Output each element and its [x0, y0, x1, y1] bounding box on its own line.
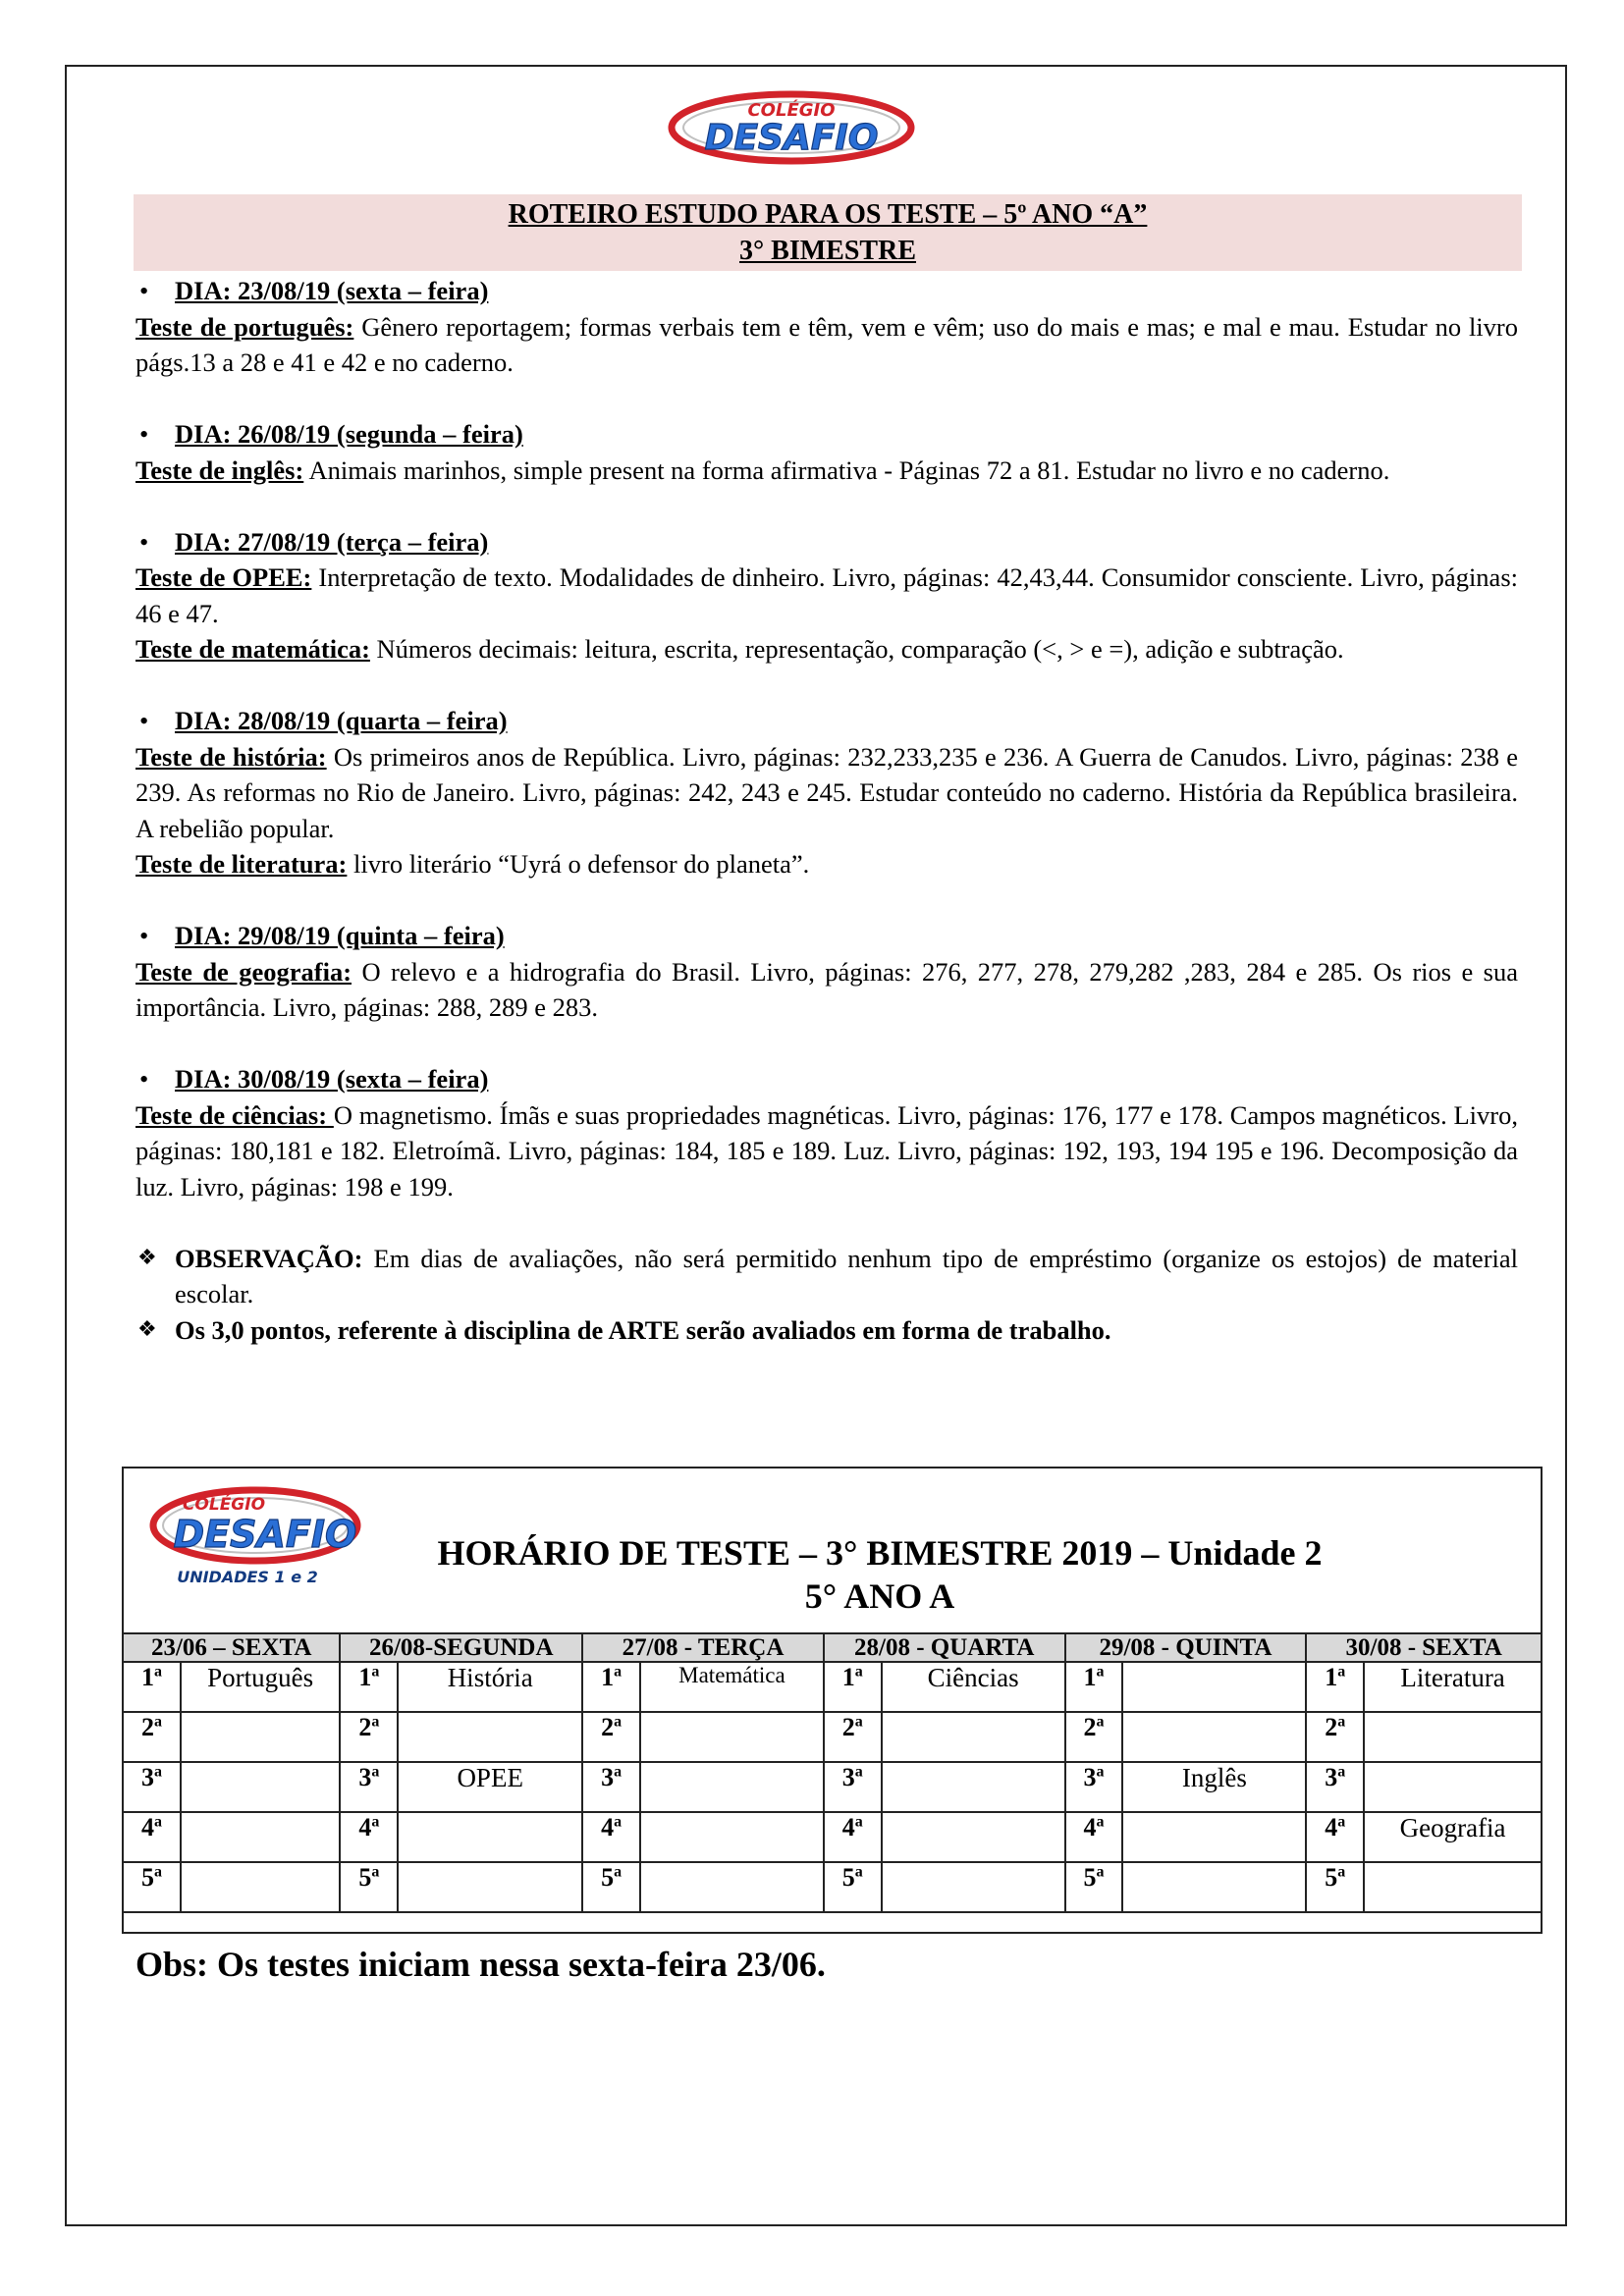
test-entry	[135, 954, 1518, 1026]
period-number: 2$^a$	[824, 1712, 882, 1762]
test-entry	[135, 846, 1518, 882]
subject-cell	[882, 1762, 1065, 1812]
test-subject: Teste de geografia:	[135, 956, 352, 987]
period-number: 4$^a$	[1065, 1812, 1123, 1862]
period-number: 1$^a$	[1306, 1662, 1364, 1712]
observation-label: OBSERVAÇÃO:	[175, 1243, 363, 1273]
period-number: 2$^a$	[123, 1712, 181, 1762]
period-number: 1$^a$	[340, 1662, 398, 1712]
observation-text: Em dias de avaliações, não será permitido nenhum tipo de empréstimo (organize os estojos) de material escolar.	[175, 1243, 1518, 1308]
period-number: 2$^a$	[1306, 1712, 1364, 1762]
period-number: 3$^a$	[340, 1762, 398, 1812]
schedule-header	[124, 1468, 1541, 1632]
test-subject: Teste de português:	[135, 311, 354, 342]
title-line-1: ROTEIRO ESTUDO PARA OS TESTE – 5º ANO “A”	[508, 199, 1148, 230]
schedule-row	[123, 1862, 1542, 1912]
day-heading: • DIA: 30/08/19 (sexta – feira)	[139, 1064, 489, 1094]
column-header: 27/08 - TERÇA	[582, 1633, 824, 1662]
schedule-row	[123, 1662, 1542, 1712]
day-heading: • DIA: 23/08/19 (sexta – feira)	[139, 276, 489, 305]
subject-cell	[882, 1812, 1065, 1862]
period-number: 4$^a$	[340, 1812, 398, 1862]
period-number: 4$^a$	[582, 1812, 640, 1862]
period-number: 1$^a$	[824, 1662, 882, 1712]
logo-line1: COLÉGIO	[182, 1495, 266, 1515]
logo-line2: DESAFIO	[704, 118, 879, 158]
period-number: 3$^a$	[1306, 1762, 1364, 1812]
diamond-bullet-icon: ❖	[137, 1245, 157, 1270]
subject-cell	[181, 1762, 340, 1812]
test-subject: Teste de ciências:	[135, 1099, 334, 1130]
study-guide	[135, 273, 1518, 1348]
subject-cell	[882, 1712, 1065, 1762]
diamond-bullet-icon: ❖	[137, 1316, 157, 1342]
period-number: 3$^a$	[582, 1762, 640, 1812]
test-subject: Teste de história:	[135, 741, 327, 772]
test-description: O relevo e a hidrografia do Brasil. Livro, páginas: 276, 277, 278, 279,282 ,283, 284 e 285. Os rios e sua importância. Livro, páginas: 288, 289 e 283.	[135, 956, 1518, 1022]
subject-cell	[181, 1712, 340, 1762]
subject-cell	[1364, 1712, 1542, 1762]
subject-cell: Geografia	[1364, 1812, 1542, 1862]
subject-cell	[398, 1712, 582, 1762]
test-subject: Teste de literatura:	[135, 849, 348, 879]
schedule-row	[123, 1762, 1542, 1812]
test-description: O magnetismo. Ímãs e suas propriedades magnéticas. Livro, páginas: 176, 177 e 178. Campos magnéticos. Livro, páginas: 180,181 e 182. Eletroímã. Livro, páginas: 184, 185 e 189. Luz. Livro, páginas: 192, 193, 194 195 e 196. Decomposição da luz. Livro, páginas: 198 e 199.	[135, 1099, 1518, 1201]
schedule-title-line-1: HORÁRIO DE TESTE – 3° BIMESTRE 2019 – Unidade 2	[437, 1533, 1323, 1573]
subject-cell	[398, 1812, 582, 1862]
period-number: 4$^a$	[123, 1812, 181, 1862]
test-entry	[135, 631, 1518, 667]
observation-2	[135, 1312, 1518, 1349]
schedule-title	[320, 1531, 1439, 1618]
page-title	[134, 194, 1522, 271]
subject-cell: Matemática	[640, 1662, 824, 1712]
schedule-row	[123, 1812, 1542, 1862]
subject-cell: Literatura	[1364, 1662, 1542, 1712]
period-number: 4$^a$	[824, 1812, 882, 1862]
subject-cell	[398, 1862, 582, 1912]
period-number: 3$^a$	[123, 1762, 181, 1812]
day-heading: • DIA: 26/08/19 (segunda – feira)	[139, 419, 523, 449]
period-number: 4$^a$	[1306, 1812, 1364, 1862]
subject-cell	[1122, 1712, 1306, 1762]
schedule-note: Obs: Os testes iniciam nessa sexta-feira 23/06.	[135, 1945, 826, 1984]
day-heading-text: DIA: 23/08/19 (sexta – feira)	[175, 276, 489, 305]
schedule-header-row	[123, 1633, 1542, 1662]
test-subject: Teste de inglês:	[135, 454, 304, 485]
day-heading-text: DIA: 27/08/19 (terça – feira)	[175, 526, 489, 557]
subject-cell: Ciências	[882, 1662, 1065, 1712]
subject-cell	[1122, 1862, 1306, 1912]
test-subject: Teste de matemática:	[135, 634, 370, 664]
subject-cell	[1122, 1812, 1306, 1862]
test-entry	[135, 453, 1518, 489]
schedule-table	[122, 1632, 1543, 1913]
subject-cell: Português	[181, 1662, 340, 1712]
test-description: Interpretação de texto. Modalidades de dinheiro. Livro, páginas: 42,43,44. Consumidor consciente. Livro, páginas: 46 e 47.	[135, 562, 1518, 628]
period-number: 1$^a$	[582, 1662, 640, 1712]
day-heading-text: DIA: 29/08/19 (quinta – feira)	[175, 921, 505, 950]
subject-cell	[1364, 1762, 1542, 1812]
subject-cell: Inglês	[1122, 1762, 1306, 1812]
test-description: Animais marinhos, simple present na forma afirmativa - Páginas 72 a 81. Estudar no livro e no caderno.	[303, 454, 1390, 485]
logo-line1: COLÉGIO	[747, 100, 836, 121]
test-schedule	[122, 1467, 1543, 1934]
period-number: 2$^a$	[1065, 1712, 1123, 1762]
test-description: livro literário “Uyrá o defensor do planeta”.	[347, 849, 810, 879]
period-number: 5$^a$	[1306, 1862, 1364, 1912]
subject-cell	[1364, 1862, 1542, 1912]
subject-cell	[640, 1812, 824, 1862]
test-subject: Teste de OPEE:	[135, 562, 312, 592]
logo-line2: DESAFIO	[173, 1513, 357, 1556]
day-heading-text: DIA: 28/08/19 (quarta – feira)	[175, 706, 508, 735]
day-heading: • DIA: 29/08/19 (quinta – feira)	[139, 921, 505, 950]
title-line-2: 3° BIMESTRE	[738, 236, 917, 266]
test-entry	[135, 1097, 1518, 1205]
test-entry	[135, 560, 1518, 631]
day-heading: • DIA: 28/08/19 (quarta – feira)	[139, 706, 508, 735]
column-header: 23/06 – SEXTA	[123, 1633, 340, 1662]
test-description: Gênero reportagem; formas verbais tem e têm, vem e vêm; uso do mais e mas; e mal e mau. Estudar no livro págs.13 a 28 e 41 e 42 e no caderno.	[135, 311, 1518, 377]
column-header: 26/08-SEGUNDA	[340, 1633, 582, 1662]
schedule-row	[123, 1712, 1542, 1762]
subject-cell	[640, 1762, 824, 1812]
period-number: 3$^a$	[1065, 1762, 1123, 1812]
period-number: 5$^a$	[582, 1862, 640, 1912]
period-number: 5$^a$	[1065, 1862, 1123, 1912]
day-heading: • DIA: 27/08/19 (terça – feira)	[139, 526, 489, 557]
period-number: 5$^a$	[340, 1862, 398, 1912]
column-header: 30/08 - SEXTA	[1306, 1633, 1542, 1662]
column-header: 28/08 - QUARTA	[824, 1633, 1065, 1662]
test-description: Números decimais: leitura, escrita, representação, comparação (<, > e =), adição e subtração.	[369, 634, 1344, 664]
period-number: 5$^a$	[824, 1862, 882, 1912]
observation-1	[135, 1241, 1518, 1312]
subject-cell	[640, 1862, 824, 1912]
subject-cell: História	[398, 1662, 582, 1712]
subject-cell	[181, 1812, 340, 1862]
period-number: 2$^a$	[582, 1712, 640, 1762]
test-entry	[135, 739, 1518, 847]
period-number: 3$^a$	[824, 1762, 882, 1812]
logo-line3: UNIDADES 1 e 2	[177, 1568, 318, 1586]
subject-cell	[181, 1862, 340, 1912]
subject-cell	[640, 1712, 824, 1762]
test-description: Os primeiros anos de República. Livro, páginas: 232,233,235 e 236. A Guerra de Canudos. Livro, páginas: 238 e 239. As reformas no Rio de Janeiro. Livro, páginas: 242, 243 e 245. Estudar conteúdo no caderno. História da República brasileira. A rebelião popular.	[135, 741, 1518, 843]
subject-cell: OPEE	[398, 1762, 582, 1812]
day-heading-text: DIA: 26/08/19 (segunda – feira)	[175, 419, 523, 449]
test-entry	[135, 309, 1518, 381]
day-heading-text: DIA: 30/08/19 (sexta – feira)	[175, 1064, 489, 1094]
period-number: 5$^a$	[123, 1862, 181, 1912]
period-number: 1$^a$	[123, 1662, 181, 1712]
period-number: 2$^a$	[340, 1712, 398, 1762]
school-logo	[666, 79, 917, 173]
subject-cell	[882, 1862, 1065, 1912]
observation-text: Os 3,0 pontos, referente à disciplina de ARTE serão avaliados em forma de trabalho.	[175, 1314, 1111, 1345]
column-header: 29/08 - QUINTA	[1065, 1633, 1307, 1662]
period-number: 1$^a$	[1065, 1662, 1123, 1712]
subject-cell	[1122, 1662, 1306, 1712]
schedule-title-line-2: 5° ANO A	[804, 1576, 955, 1616]
